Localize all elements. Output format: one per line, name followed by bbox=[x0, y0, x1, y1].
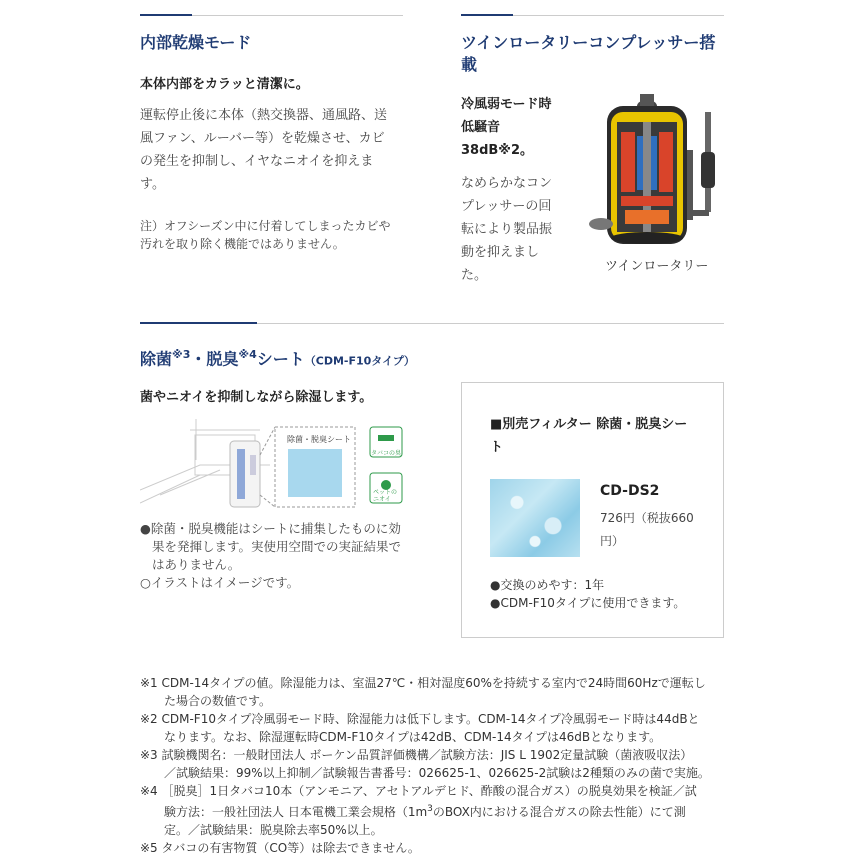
sheet-lead: 菌やニオイを抑制しながら除湿します。 bbox=[140, 390, 373, 405]
optional-filter-box bbox=[461, 382, 724, 638]
divider bbox=[140, 15, 403, 16]
footnote-3: ※3 試験機関名：一般財団法人 ボーケン品質評価機構／試験方法：JIS L 1902定量試験（菌液吸収法） ／試験結果：99%以上抑制／試験報告書番号：026625-1、026625-2試験は2種類のみの菌で実施。 bbox=[140, 748, 710, 780]
section-title-sheet: 除菌$^{※3}$・脱臭$^{※4}$シート（CDM-F10タイプ） bbox=[140, 348, 415, 369]
illus-label: 除菌・脱臭シート bbox=[287, 435, 351, 444]
footnote-1: ※1 CDM-14タイプの値。除湿能力は、室温27℃・相対湿度60%を持続する室内で24時間60Hzで運転し た場合の数値です。 bbox=[140, 676, 706, 708]
compressor-caption: ツインロータリー bbox=[605, 259, 709, 274]
filter-price: 726円（税抜660 円） bbox=[600, 511, 694, 548]
tobacco-icon: タバコの臭 bbox=[371, 450, 401, 457]
dry-note: 注）オフシーズン中に付着してしまったカビや 汚れを取り除く機能ではありません。 bbox=[140, 219, 391, 251]
pet-icon: ペットの ニオイ bbox=[373, 489, 398, 503]
sheet-illustration bbox=[140, 415, 405, 510]
sheet-bullets: ●除菌・脱臭機能はシートに捕集したものに効 果を発揮します。実使用空間での実証結果で はありません。 ○イラストはイメージです。 bbox=[140, 521, 402, 590]
footnote-4: ※4 ［脱臭］1日タバコ10本（アンモニア、アセトアルデヒド、酢酸の混合ガス）の脱臭効果を検証／試 験方法：一般社団法人 日本電機工業会規格（$1m^3$のBOX内における混合ガスの除去性能）にて測 定。／試験結果：脱臭除去率50%以上。 bbox=[140, 784, 697, 837]
section-title-dry: 内部乾燥モード bbox=[140, 33, 252, 52]
compressor-image bbox=[585, 92, 725, 252]
footnote-5: ※5 タバコの有害物質（CO等）は除去できません。 bbox=[140, 841, 420, 855]
filter-model: CD-DS2 bbox=[600, 483, 660, 499]
filter-notes: ●交換のめやす：1年 ●CDM-F10タイプに使用できます。 bbox=[490, 578, 686, 610]
footnotes bbox=[140, 674, 730, 857]
filter-title: ■別売フィルター 除菌・脱臭シー ト bbox=[490, 417, 688, 455]
section-title-compressor: ツインロータリーコンプレッサー搭 載 bbox=[461, 33, 716, 74]
dry-body: 運転停止後に本体（熱交換器、通風路、送 風ファン、ルーバー等）を乾燥させ、カビ の発生を抑制し、イヤなニオイを抑えま す。 bbox=[140, 108, 388, 192]
filter-sheet-image bbox=[490, 479, 580, 557]
divider bbox=[140, 323, 724, 324]
divider bbox=[461, 15, 724, 16]
footnote-2: ※2 CDM-F10タイプ冷風弱モード時、除湿能力は低下します。CDM-14タイプ冷風弱モード時は44dBと なります。なお、除湿運転時CDM-F10タイプは42dB、CDM-14タイプは46dBとなります。 bbox=[140, 712, 700, 744]
dry-lead: 本体内部をカラッと清潔に。 bbox=[140, 77, 309, 92]
compressor-spec: 冷風弱モード時 低騒音 38dB※2。 bbox=[461, 97, 552, 158]
compressor-body: なめらかなコン プレッサーの回 転により製品振 動を抑えまし た。 bbox=[461, 176, 553, 283]
